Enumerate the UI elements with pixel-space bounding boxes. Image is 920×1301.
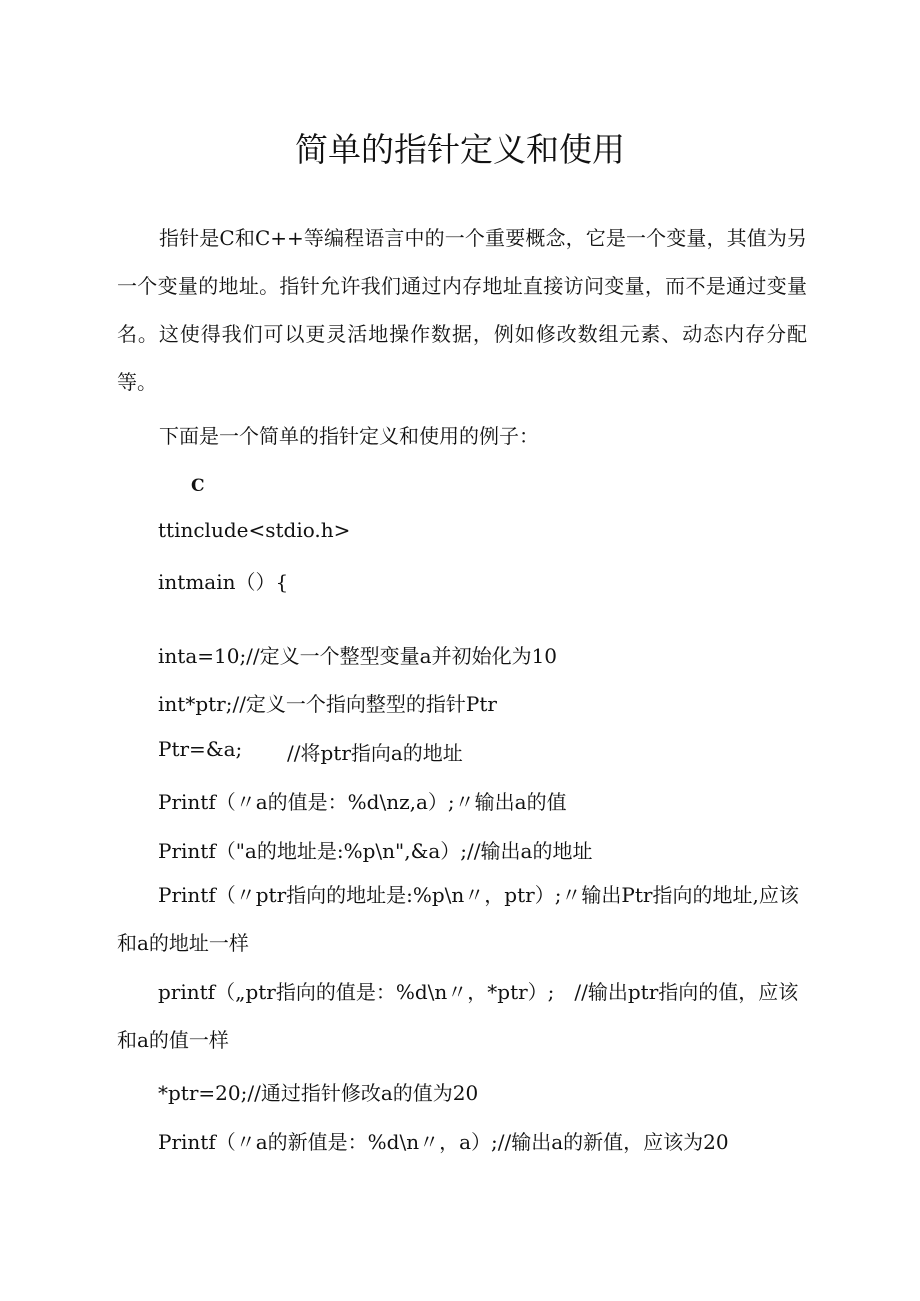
code-line: intmain（）{ <box>158 570 289 594</box>
code-line: Printf（〃ptr指向的地址是:%p\n〃，ptr）;〃输出Ptr指向的地址,应该和a的地址一样 <box>117 883 799 955</box>
code-line: inta=10;//定义一个整型变量a并初始化为10 <box>158 644 558 668</box>
code-line: Ptr=&a; <box>158 737 243 761</box>
intro-paragraph: 指针是C和C++等编程语言中的一个重要概念，它是一个变量，其值为另一个变量的地址。指针允许我们通过内存地址直接访问变量，而不是通过变量名。这使得我们可以更灵活地操作数据，例如修改数组元素、动态内存分配等。 <box>117 226 807 394</box>
code-line: printf（„ptr指向的值是：%d\n〃，*ptr）; //输出ptr指向的值，应该和a的值一样 <box>117 980 799 1052</box>
example-lead: 下面是一个简单的指针定义和使用的例子： <box>159 424 539 448</box>
code-language-label: C <box>191 476 205 496</box>
code-line: Printf（"a的地址是:%p\n",&a）;//输出a的地址 <box>158 839 593 863</box>
code-comment: //将ptr指向a的地址 <box>287 741 463 765</box>
code-line: int*ptr;//定义一个指向整型的指针Ptr <box>158 692 497 716</box>
code-line: Printf（〃a的值是：%d\nz,a）;〃输出a的值 <box>158 790 567 814</box>
code-line: ttinclude<stdio.h> <box>158 518 351 542</box>
code-line: Printf（〃a的新值是：%d\n〃，a）;//输出a的新值，应该为20 <box>158 1130 729 1154</box>
code-line: *ptr=20;//通过指针修改a的值为20 <box>158 1081 479 1105</box>
page-title: 简单的指针定义和使用 <box>295 130 625 169</box>
